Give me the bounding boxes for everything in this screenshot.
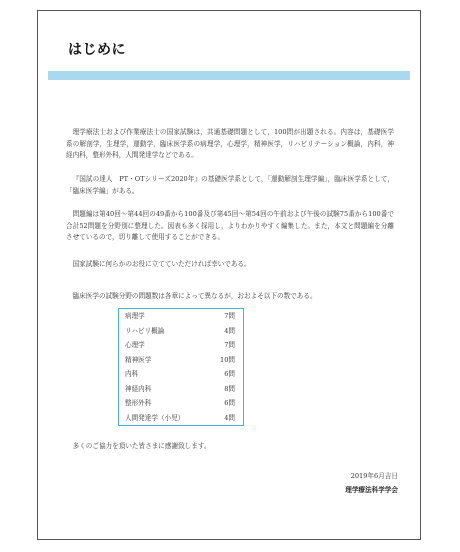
subject-cell: 精神医学: [125, 355, 152, 364]
publisher-name: 理学療法科学学会: [345, 486, 398, 494]
table-row: [119, 382, 244, 397]
document-page: [37, 10, 421, 540]
count-cell: 4問: [224, 413, 235, 422]
subject-cell: 心理学: [125, 341, 145, 349]
table-row: [119, 367, 244, 382]
table-row: [119, 338, 244, 353]
subject-cell: 神経内科: [125, 384, 152, 393]
subject-cell: 内科: [125, 370, 139, 378]
table-row: [119, 324, 244, 339]
table-row: [119, 411, 244, 426]
subject-cell: リハビリ概論: [125, 326, 165, 335]
subject-cell: 人間発達学（小児）: [125, 413, 185, 422]
wish-paragraph: 国家試験に何らかのお役に立てていただければ幸いである。: [72, 260, 251, 268]
count-cell: 6問: [224, 399, 235, 407]
intro-paragraph: 理学療法士および作業療法士の国家試験は，共通基礎問題として，100問が出題される。内容は，基礎医学系の解剖学，生理学，運動学，臨床医学系の病理学，心理学，精神医学，リハビリテーション概論，内科，神経内科，整形外科，人間発達学などである。: [66, 128, 394, 160]
table-intro-paragraph: 臨床医学の試験分野の問題数は各章によって異なるが，おおよそ以下の数である。: [72, 292, 317, 300]
count-cell: 10問: [220, 355, 235, 364]
series-paragraph: 『国試の達人 PT・OTシリーズ2020年』の基礎医学系として，「運動解剖生理学編」，臨床医学系として，「臨床医学編」がある。: [66, 175, 394, 195]
count-cell: 8問: [224, 384, 235, 393]
table-row: [119, 396, 244, 411]
table-row: [119, 353, 244, 368]
table-row: [119, 309, 244, 324]
count-cell: 4問: [224, 326, 235, 335]
date-line: 2019年6月吉日: [350, 472, 398, 480]
count-cell: 7問: [224, 341, 235, 349]
page-title: はじめに: [68, 42, 126, 58]
question-count-table: [118, 308, 244, 426]
thanks-paragraph: 多くのご協力を頂いた皆さまに感謝致します。: [72, 442, 211, 450]
subject-cell: 整形外科: [125, 399, 152, 407]
subject-cell: 病理学: [125, 312, 145, 320]
count-cell: 7問: [224, 312, 235, 320]
questions-paragraph: 問題編は第40回～第44回の49番から100番及び第45回～第54回の午前および午後の試験75番から100番で合計52問題を分野別に整理した。図表も多く採用し，よりわかりやすく編集した。また，本文と問題編を分離させているので，切り離して使用することができる。: [66, 210, 394, 242]
title-underline-bar: [48, 71, 410, 80]
count-cell: 6問: [224, 370, 235, 378]
